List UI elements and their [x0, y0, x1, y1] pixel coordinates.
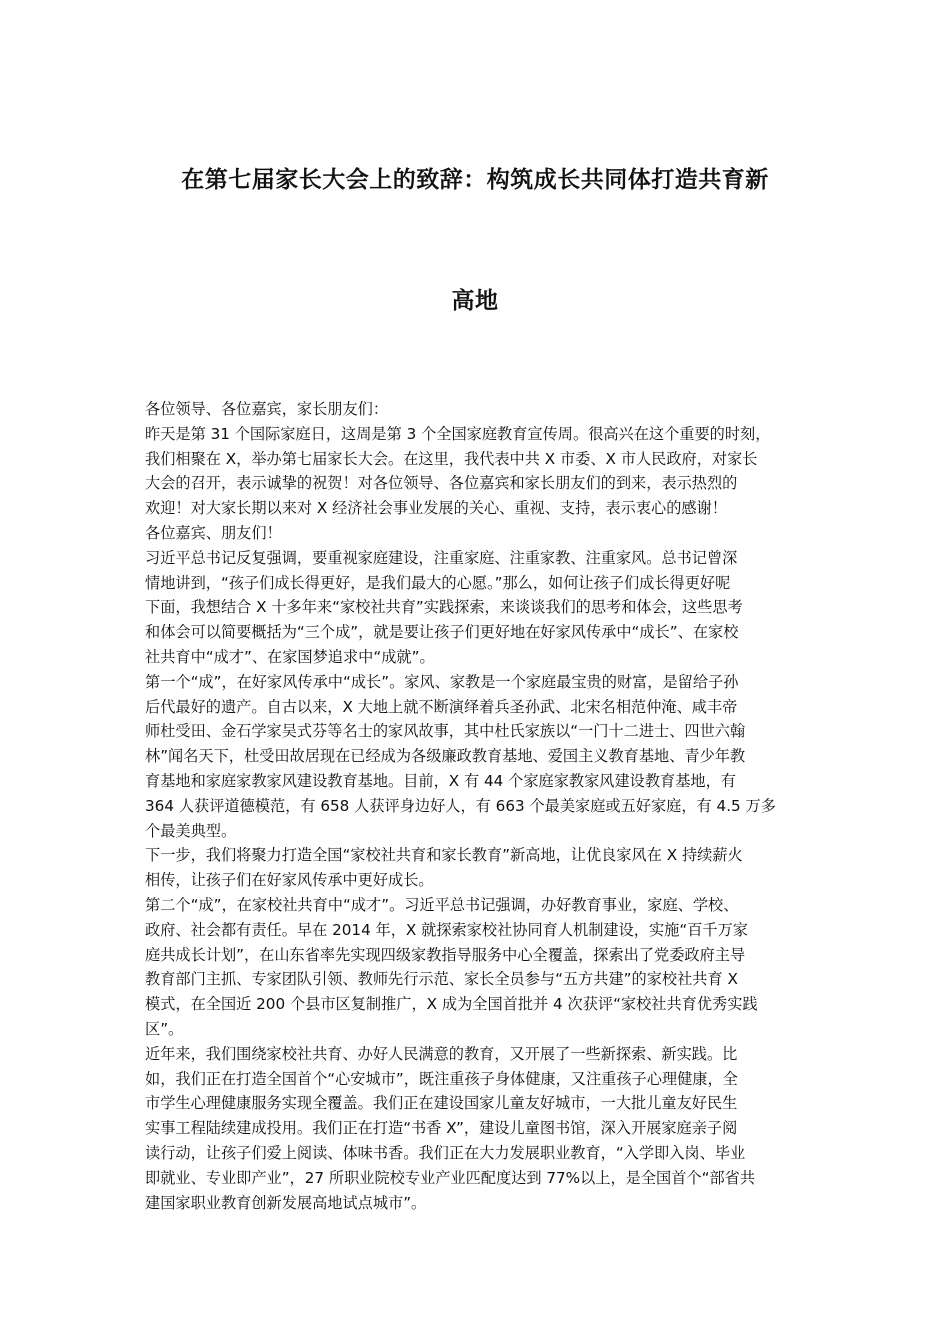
- body-line: 欢迎！对大家长期以来对 X 经济社会事业发展的关心、重视、支持，表示衷心的感谢！: [145, 499, 727, 518]
- body-line: 第一个“成”，在好家风传承中“成长”。家风、家教是一个家庭最宝贵的财富，是留给子孙: [145, 672, 739, 691]
- body-line: 即就业、专业即产业”，27 所职业院校专业产业匹配度达到 77%以上，是全国首个“部省共: [145, 1168, 756, 1187]
- body-line: 364 人获评道德模范，有 658 人获评身边好人，有 663 个最美家庭或五好家庭，有 4.5 万多: [145, 796, 776, 815]
- body-line: 各位嘉宾、朋友们！: [145, 523, 282, 542]
- body-line: 近年来，我们围绕家校社共育、办好人民满意的教育，又开展了一些新探索、新实践。比: [145, 1044, 738, 1063]
- body-line: 第二个“成”，在家校社共育中“成才”。习近平总书记强调，办好教育事业，家庭、学校、: [145, 895, 739, 914]
- body-line: 各位领导、各位嘉宾，家长朋友们：: [145, 400, 388, 418]
- body-line: 习近平总书记反复强调，要重视家庭建设，注重家庭、注重家教、注重家风。总书记曾深: [145, 548, 738, 567]
- body-line: 下一步，我们将聚力打造全国“家校社共育和家长教育”新高地，让优良家风在 X 持续薪火: [145, 846, 743, 865]
- body-line: 如，我们正在打造全国首个“心安城市”，既注重孩子身体健康，又注重孩子心理健康，全: [145, 1069, 738, 1088]
- body-line: 大会的召开，表示诚挚的祝贺！对各位领导、各位嘉宾和家长朋友们的到来，表示热烈的: [145, 474, 738, 493]
- body-line: 林”闻名天下，杜受田故居现在已经成为各级廉政教育基地、爱国主义教育基地、青少年教: [145, 747, 746, 766]
- body-line: 社共育中“成才”、在家国梦追求中“成就”。: [145, 647, 435, 666]
- body-line: 建国家职业教育创新发展高地试点城市”。: [145, 1193, 427, 1212]
- body-line: 情地讲到，“孩子们成长得更好，是我们最大的心愿。”那么，如何让孩子们成长得更好呢: [145, 573, 731, 592]
- body-line: 相传，让孩子们在好家风传承中更好成长。: [145, 871, 434, 890]
- body-line: 昨天是第 31 个国际家庭日，这周是第 3 个全国家庭教育宣传周。很高兴在这个重要的时刻，: [145, 424, 771, 443]
- body-line: 政府、社会都有责任。早在 2014 年，X 就探索家校社协同育人机制建设，实施“百千万家: [145, 920, 748, 939]
- body-line: 下面，我想结合 X 十多年来“家校社共育”实践探索，来谈谈我们的思考和体会，这些思考: [145, 598, 743, 617]
- body-line: 和体会可以简要概括为“三个成”，就是要让孩子们更好地在好家风传承中“成长”、在家校: [145, 623, 739, 642]
- body-line: 教育部门主抓、专家团队引领、教师先行示范、家长全员参与“五方共建”的家校社共育 X: [145, 970, 738, 989]
- document-title-line-2: 高地: [451, 288, 499, 314]
- body-line: 个最美典型。: [145, 821, 237, 840]
- body-line: 区”。: [145, 1019, 184, 1038]
- body-line: 我们相聚在 X，举办第七届家长大会。在这里，我代表中共 X 市委、X 市人民政府，对家长: [145, 449, 758, 468]
- document-title-line-1: 在第七届家长大会上的致辞：构筑成长共同体打造共育新: [181, 167, 769, 193]
- body-line: 市学生心理健康服务实现全覆盖。我们正在建设国家儿童友好城市，一大批儿童友好民生: [145, 1094, 738, 1113]
- body-line: 育基地和家庭家教家风建设教育基地。目前，X 有 44 个家庭家教家风建设教育基地，有: [145, 771, 736, 790]
- body-line: 实事工程陆续建成投用。我们正在打造“书香 X”，建设儿童图书馆，深入开展家庭亲子阅: [145, 1119, 738, 1138]
- body-line: 师杜受田、金石学家吴式芬等名士的家风故事，其中杜氏家族以“一门十二进士、四世六翰: [145, 722, 746, 741]
- document-body: [145, 397, 825, 1215]
- body-line: 庭共成长计划”，在山东省率先实现四级家教指导服务中心全覆盖，探索出了党委政府主导: [145, 945, 746, 964]
- body-line: 模式，在全国近 200 个县市区复制推广，X 成为全国首批并 4 次获评“家校社共育优秀实践: [145, 995, 758, 1014]
- body-line: 读行动，让孩子们爱上阅读、体味书香。我们正在大力发展职业教育，“入学即入岗、毕业: [145, 1143, 746, 1162]
- body-line: 后代最好的遗产。自古以来，X 大地上就不断演绎着兵圣孙武、北宋名相范仲淹、咸丰帝: [145, 697, 738, 716]
